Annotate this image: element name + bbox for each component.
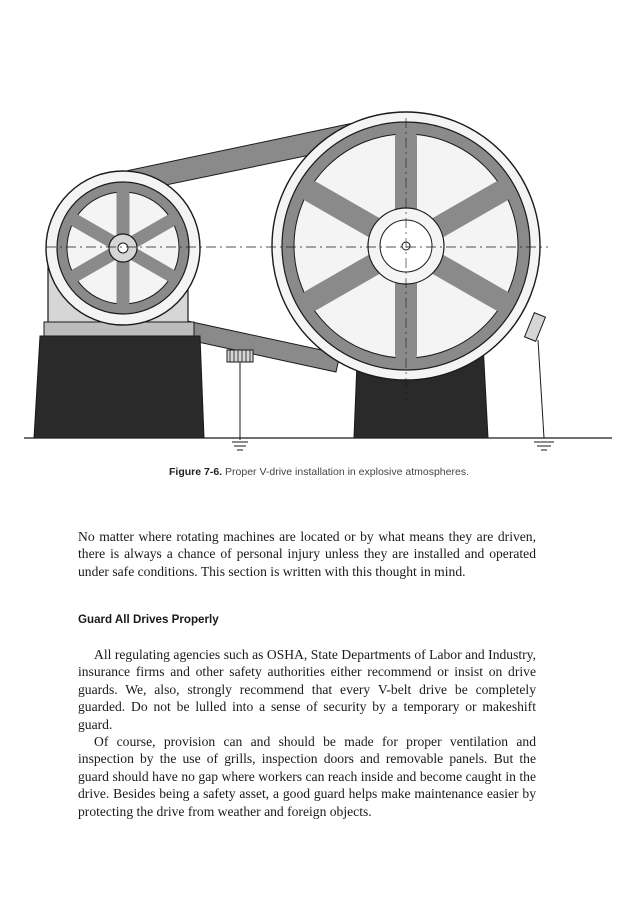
- static-brush-right: [525, 313, 554, 450]
- section-paragraph-1-text: All regulating agencies such as OSHA, State Departments of Labor and Industry, insurance firms and other safety authorities either recommend or insist on drive guards. We, also, strongly recommend that every V-belt drive be completely guarded. Do not be lulled into a sense of security by a temporary or makeshift guard.: [78, 647, 536, 732]
- section-paragraph-2-text: Of course, provision can and should be made for proper ventilation and inspection by the use of grills, inspection doors and removable panels. But the guard should have no gap where workers can reach inside and become caught in the drive. Besides being a safety asset, a good guard helps make maintenance easier by protecting the drive from weather and foreign objects.: [78, 734, 536, 819]
- motor-base: [34, 336, 204, 438]
- section-heading: Guard All Drives Properly: [78, 613, 219, 626]
- small-sheave-bore: [118, 243, 128, 253]
- section-paragraph-1: [78, 646, 536, 733]
- figure-caption: [0, 466, 638, 478]
- intro-paragraph: [78, 528, 536, 580]
- intro-paragraph-text: No matter where rotating machines are located or by what means they are driven, there is always a chance of personal injury unless they are installed and operated under safe conditions. This section is written with this thought in mind.: [78, 529, 536, 579]
- figure-caption-text: Proper V-drive installation in explosive atmospheres.: [225, 466, 469, 478]
- section-paragraph-2: [78, 733, 536, 820]
- v-drive-figure: [18, 100, 618, 465]
- static-brush-left: [227, 350, 253, 450]
- figure-label: Figure 7-6.: [169, 466, 223, 478]
